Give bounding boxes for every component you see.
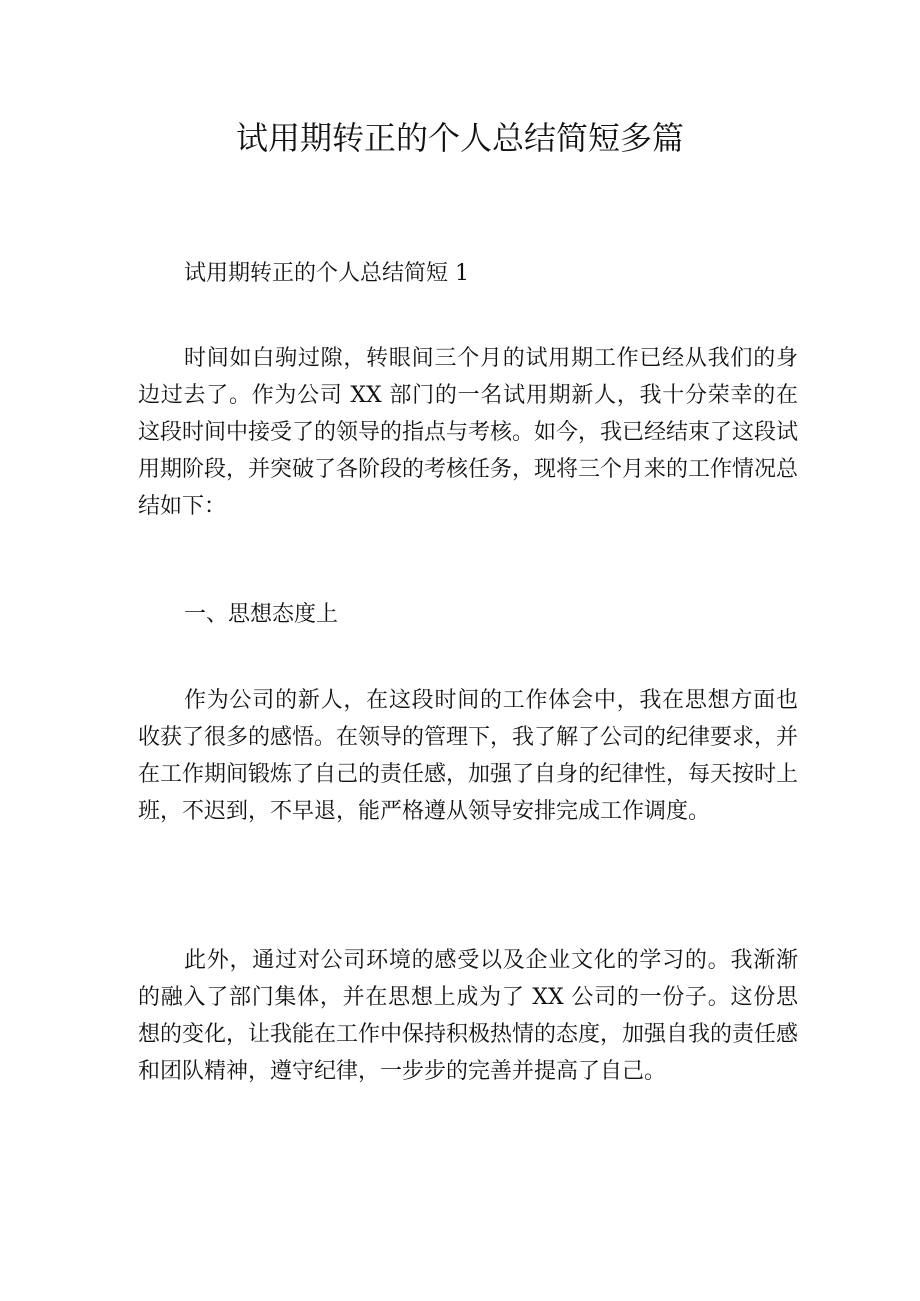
section-title: 试用期转正的个人总结简短 1 [184, 261, 469, 286]
intro-paragraph: 时间如白驹过隙，转眼间三个月的试用期工作已经从我们的身边过去了。作为公司 XX 部门的一名试用期新人，我十分荣幸的在这段时间中接受了的领导的指点与考核。如今，我已经结束了这段试用期阶段，并突破了各阶段的考核任务，现将三个月来的工作情况总结如下： [138, 346, 799, 519]
heading-ideology: 一、思想态度上 [184, 602, 339, 627]
paragraph-culture: 此外，通过对公司环境的感受以及企业文化的学习的。我渐渐的融入了部门集体，并在思想上成为了 XX 公司的一份子。这份思想的变化，让我能在工作中保持积极热情的态度，加强自我的责任感和团队精神，遵守纪律，一步步的完善并提高了自己。 [138, 948, 799, 1084]
paragraph-ideology: 作为公司的新人，在这段时间的工作体会中，我在思想方面也收获了很多的感悟。在领导的管理下，我了解了公司的纪律要求，并在工作期间锻炼了自己的责任感，加强了自身的纪律性，每天按时上班，不迟到，不早退，能严格遵从领导安排完成工作调度。 [138, 688, 799, 824]
document-title: 试用期转正的个人总结简短多篇 [235, 119, 684, 157]
